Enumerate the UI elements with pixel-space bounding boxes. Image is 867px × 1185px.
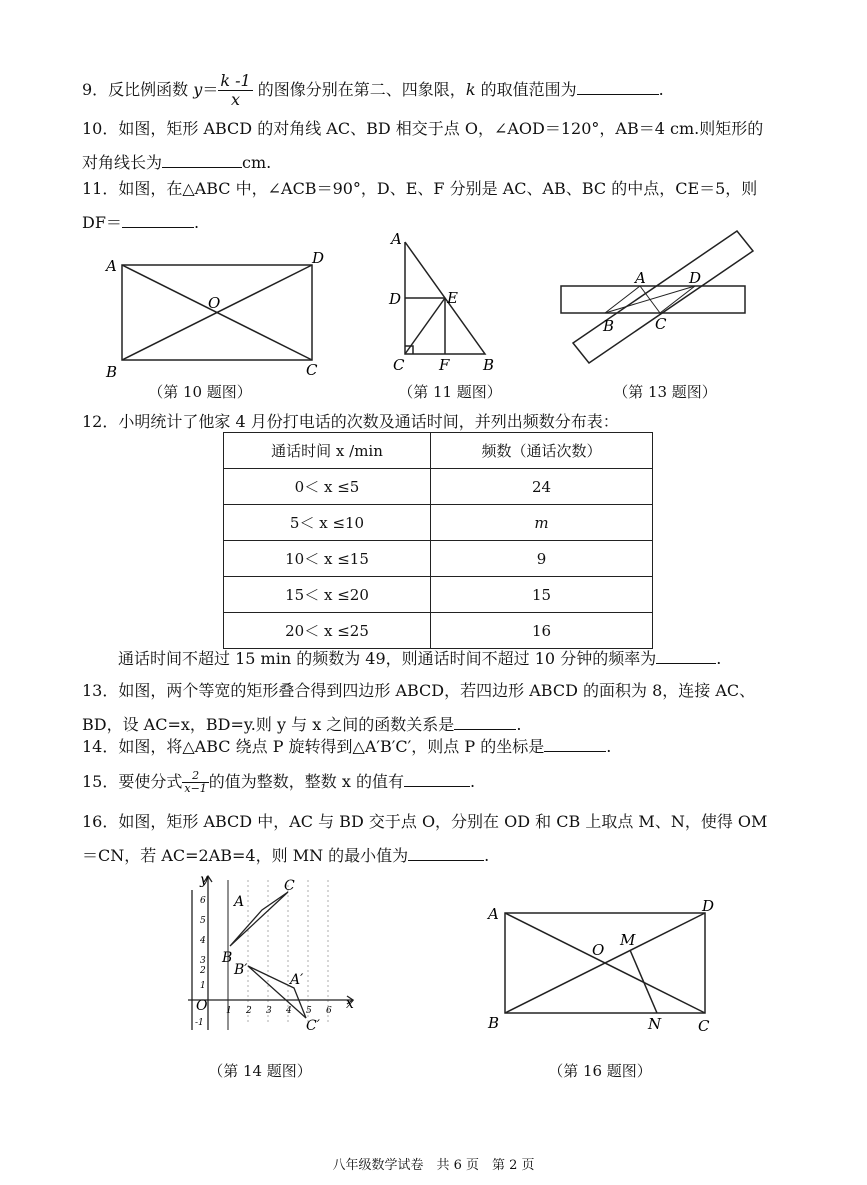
label-F: F xyxy=(439,356,450,374)
q9-text: 9．反比例函数 xyxy=(82,80,194,99)
question-15 xyxy=(82,765,802,799)
label-A: A xyxy=(635,269,646,287)
q15-end: . xyxy=(470,772,476,791)
x-tick: 2 xyxy=(246,1006,252,1016)
answer-blank[interactable] xyxy=(162,149,242,168)
q11-line1: 11．如图，在△ABC 中，∠ACB＝90°，D、E、F 分别是 AC、AB、BC 的中点，CE＝5，则 xyxy=(82,179,758,198)
table-row xyxy=(224,505,653,541)
label-A: A xyxy=(391,230,402,248)
question-16 xyxy=(82,805,802,873)
q11-end: . xyxy=(193,213,200,232)
figure-13 xyxy=(555,225,780,370)
label-x: x xyxy=(346,996,354,1012)
label-C: C xyxy=(393,356,405,374)
answer-blank[interactable] xyxy=(404,768,470,787)
q11-line2: DF＝ xyxy=(82,213,122,232)
q9-text2: 的图像分别在第二、四象限， xyxy=(252,80,466,99)
label-D: D xyxy=(312,249,325,267)
label-A: A xyxy=(488,905,499,923)
figure-16 xyxy=(480,895,730,1040)
q15-text2: 的值为整数，整数 x 的值有 xyxy=(208,772,404,791)
q12-intro: 12．小明统计了他家 4 月份打电话的次数及通话时间，并列出频数分布表： xyxy=(82,412,619,431)
answer-blank[interactable] xyxy=(577,76,659,95)
q15-fraction xyxy=(182,770,208,795)
caption-fig13: （第 13 题图） xyxy=(613,383,717,401)
q13-line2: BD，设 AC=x，BD=y.则 y 与 x 之间的函数关系是 xyxy=(82,715,455,734)
q9-text3: 的取值范围为 xyxy=(475,80,577,99)
label-M: M xyxy=(620,931,636,949)
table-row xyxy=(224,469,653,505)
label-N: N xyxy=(648,1015,662,1033)
question-10 xyxy=(82,112,802,180)
q9-eq: ＝ xyxy=(202,80,219,99)
page-footer: 八年级数学试卷 共 6 页 第 2 页 xyxy=(332,1158,535,1173)
caption-fig16: （第 16 题图） xyxy=(548,1062,652,1080)
frequency-table xyxy=(223,432,653,649)
label-D: D xyxy=(702,897,715,915)
caption-fig14: （第 14 题图） xyxy=(208,1062,312,1080)
table-row xyxy=(224,577,653,613)
label-C: C xyxy=(306,361,318,379)
q16-end: . xyxy=(484,846,490,865)
x-tick: 6 xyxy=(326,1006,332,1016)
x-tick: 3 xyxy=(266,1006,272,1016)
q13-end: . xyxy=(516,715,522,734)
label-A: A xyxy=(234,894,245,910)
question-14 xyxy=(82,730,802,764)
answer-blank[interactable] xyxy=(408,842,484,861)
label-C: C xyxy=(655,315,667,333)
q15-frac-num: 2 xyxy=(182,770,208,783)
label-D: D xyxy=(689,269,702,287)
q9-end: . xyxy=(658,80,664,99)
table-header: 通话时间 x /min xyxy=(224,433,431,469)
x-tick: 4 xyxy=(286,1006,292,1016)
q9-frac-den: x xyxy=(231,90,241,109)
y-tick: 2 xyxy=(200,966,206,976)
label-B: B xyxy=(488,1014,500,1032)
q12-after: 通话时间不超过 15 min 的频数为 49，则通话时间不超过 10 分钟的频率为 xyxy=(118,649,657,668)
q16-line2: ＝CN，若 AC=2AB=4，则 MN 的最小值为 xyxy=(82,846,409,865)
table-header-row xyxy=(224,433,653,469)
answer-blank[interactable] xyxy=(656,645,716,664)
label-O: O xyxy=(196,998,208,1014)
table-cell: m xyxy=(431,505,653,541)
label-O: O xyxy=(592,941,605,959)
caption-fig11: （第 11 题图） xyxy=(398,383,502,401)
table-cell: 0＜ x ≤5 xyxy=(224,469,431,505)
y-tick: 1 xyxy=(200,981,206,991)
label-y: y xyxy=(200,872,208,888)
table-cell: 15＜ x ≤20 xyxy=(224,577,431,613)
q14-text: 14．如图，将△ABC 绕点 P 旋转得到△A′B′C′，则点 P 的坐标是 xyxy=(82,737,545,756)
question-12-followup xyxy=(118,642,838,676)
label-A-prime: A′ xyxy=(290,972,304,988)
label-C: C xyxy=(698,1017,710,1035)
table-header: 频数（通话次数） xyxy=(431,433,653,469)
question-9 xyxy=(82,72,802,109)
label-B: B xyxy=(483,356,495,374)
q10-line2: 对角线长为 xyxy=(82,153,163,172)
table-cell: 9 xyxy=(431,541,653,577)
table-cell: 15 xyxy=(431,577,653,613)
label-C-prime: C′ xyxy=(306,1018,320,1034)
label-B: B xyxy=(222,950,233,966)
y-tick: 5 xyxy=(200,916,206,926)
q10-unit: cm. xyxy=(242,153,272,172)
q10-line1: 10．如图，矩形 ABCD 的对角线 AC、BD 相交于点 O，∠AOD＝120°，AB＝4 cm.则矩形的 xyxy=(82,119,764,138)
label-B: B xyxy=(106,363,118,380)
figure-14 xyxy=(178,870,378,1045)
y-tick: 3 xyxy=(200,956,206,966)
label-O: O xyxy=(208,294,221,312)
x-tick: 5 xyxy=(306,1006,312,1016)
caption-fig10: （第 10 题图） xyxy=(148,383,252,401)
q9-k: k xyxy=(465,80,476,99)
table-cell: 10＜ x ≤15 xyxy=(224,541,431,577)
figure-11 xyxy=(385,228,505,378)
label-D: D xyxy=(389,290,402,308)
y-tick: 4 xyxy=(200,936,206,946)
label-B: B xyxy=(603,317,615,335)
x-tick: 1 xyxy=(226,1006,232,1016)
q15-text: 15．要使分式 xyxy=(82,772,183,791)
q14-end: . xyxy=(606,737,612,756)
answer-blank[interactable] xyxy=(122,209,194,228)
q12-end: . xyxy=(716,649,722,668)
q9-frac-num: k -1 xyxy=(220,71,251,90)
table-cell: 5＜ x ≤10 xyxy=(224,505,431,541)
label-C: C xyxy=(284,878,295,894)
answer-blank[interactable] xyxy=(454,711,516,730)
y-tick: -1 xyxy=(195,1018,204,1028)
label-B-prime: B′ xyxy=(234,962,248,978)
q9-y: y xyxy=(193,80,203,99)
table-row xyxy=(224,541,653,577)
q16-line1: 16．如图，矩形 ABCD 中，AC 与 BD 交于点 O，分别在 OD 和 CB 上取点 M、N，使得 OM xyxy=(82,812,768,831)
label-E: E xyxy=(447,289,458,307)
figure-10 xyxy=(100,245,330,380)
answer-blank[interactable] xyxy=(544,733,606,752)
table-cell: 20＜ x ≤25 xyxy=(224,613,431,649)
label-A: A xyxy=(106,257,117,275)
table-cell: 16 xyxy=(431,613,653,649)
table-cell: 24 xyxy=(431,469,653,505)
q13-line1: 13．如图，两个等宽的矩形叠合得到四边形 ABCD，若四边形 ABCD 的面积为 8，连接 AC、 xyxy=(82,681,756,700)
y-tick: 6 xyxy=(200,896,206,906)
q15-frac-den: x−1 xyxy=(184,782,207,795)
q9-fraction xyxy=(218,72,252,109)
